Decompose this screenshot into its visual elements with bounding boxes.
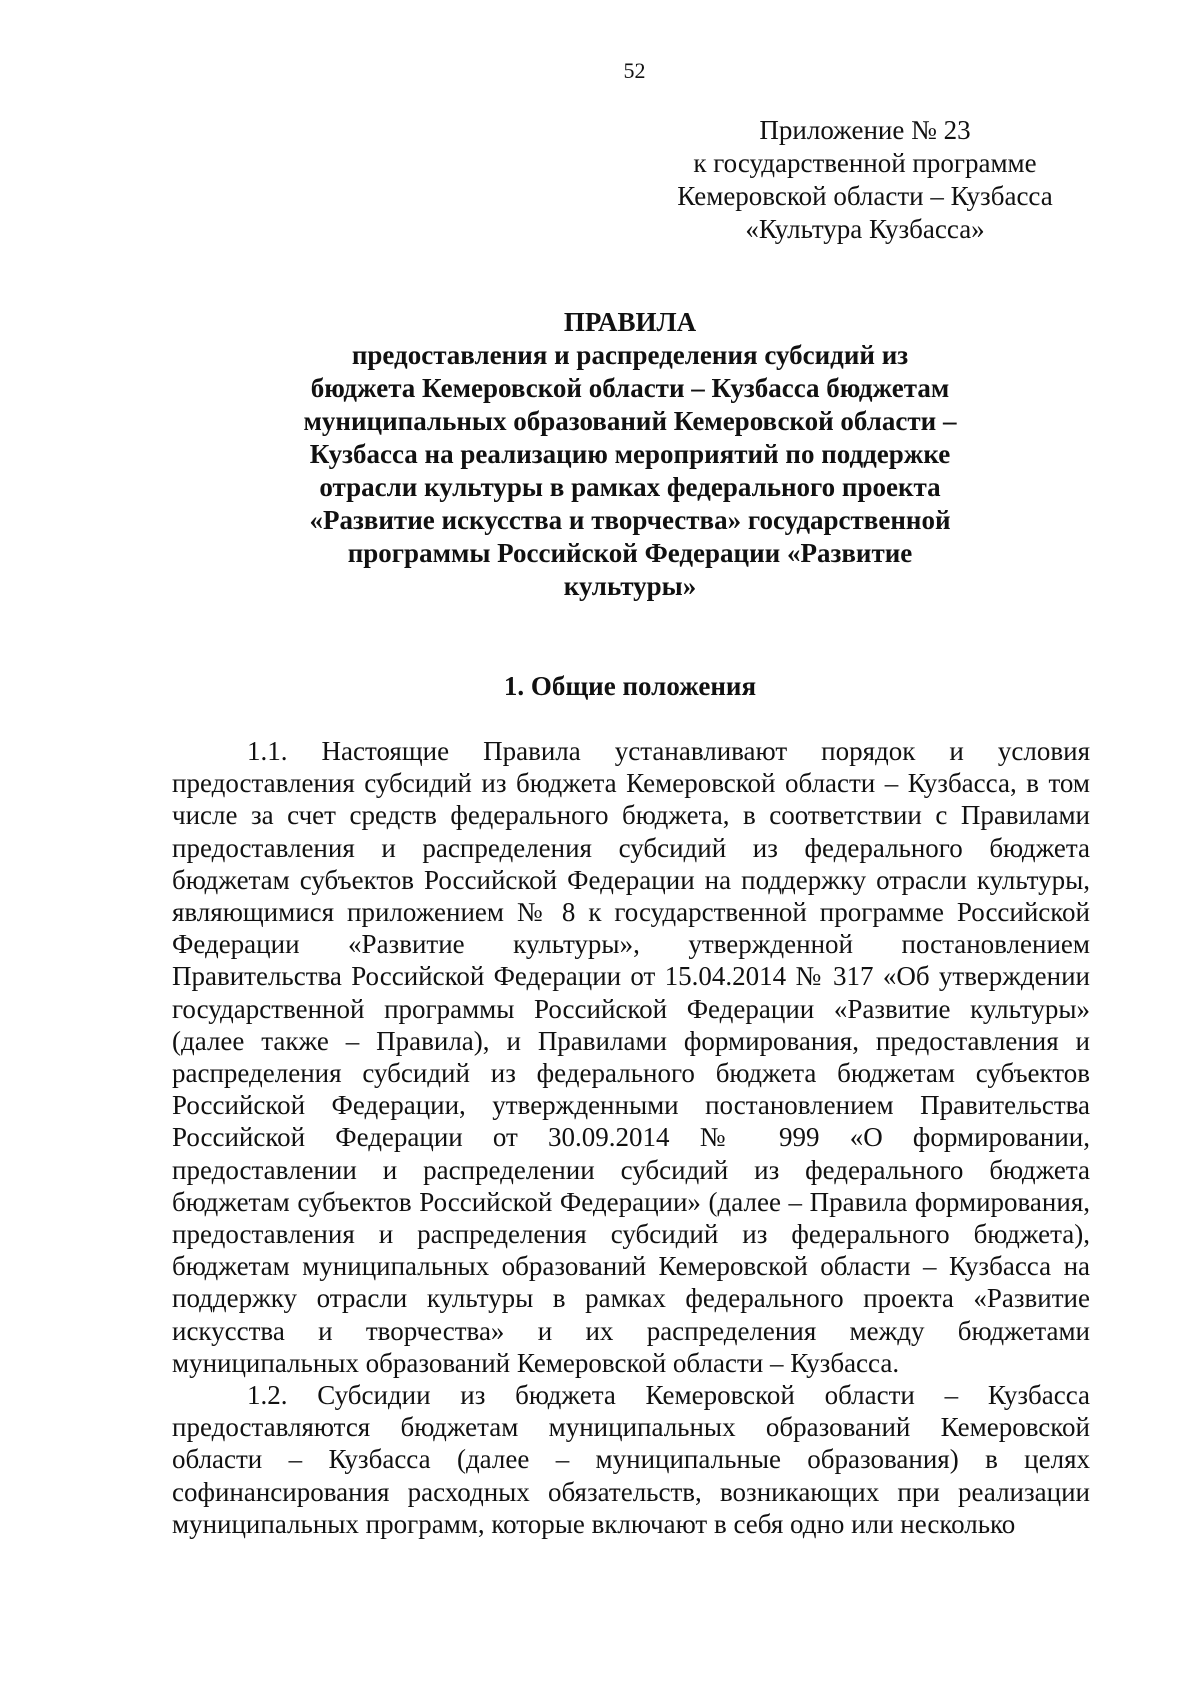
- paragraph: 1.2. Субсидии из бюджета Кемеровской области – Кузбасса предоставляются бюджетам муниципальных образований Кемеровской области – Кузбасса (далее – муниципальные образования) в целях софинансирования расходных обязательств, возникающих при реализации муниципальных программ, которые включают в себя одно или несколько: [172, 1380, 1090, 1539]
- title-line: бюджета Кемеровской области – Кузбасса бюджетам: [310, 373, 950, 403]
- title-line: отрасли культуры в рамках федерального проекта: [319, 472, 941, 502]
- title-line: программы Российской Федерации «Развитие: [347, 538, 913, 568]
- appendix-line: Кемеровской области – Кузбасса: [677, 181, 1053, 211]
- title-line: муниципальных образований Кемеровской области –: [303, 406, 957, 436]
- title-line: предоставления и распределения субсидий из: [351, 340, 909, 370]
- section-heading: 1. Общие положения: [503, 671, 757, 701]
- title-line: «Развитие искусства и творчества» государственной: [309, 505, 951, 535]
- section-body: [172, 735, 1090, 1540]
- title-line: культуры»: [563, 571, 697, 601]
- appendix-line: «Культура Кузбасса»: [745, 214, 985, 244]
- title-line: Кузбасса на реализацию мероприятий по поддержке: [309, 439, 951, 469]
- appendix-line: Приложение № 23: [759, 115, 971, 145]
- appendix-reference: [640, 114, 1090, 246]
- paragraph: 1.1. Настоящие Правила устанавливают порядок и условия предоставления субсидий из бюджета Кемеровской области – Кузбасса, в том числе за счет средств федерального бюджета, в соответствии с Правилами предоставления и распределения субсидий из федерального бюджета бюджетам субъектов Российской Федерации на поддержку отрасли культуры, являющимися приложением № 8 к государственной программе Российской Федерации «Развитие культуры», утвержденной постановлением Правительства Российской Федерации от 15.04.2014 № 317 «Об утверждении государственной программы Российской Федерации «Развитие культуры» (далее также – Правила), и Правилами формирования, предоставления и распределения субсидий из федерального бюджета бюджетам субъектов Российской Федерации, утвержденными постановлением Правительства Российской Федерации от 30.09.2014 № 999 «О формировании, предоставлении и распределении субсидий из федерального бюджета бюджетам субъектов Российской Федерации» (далее – Правила формирования, предоставления и распределения субсидий из федерального бюджета), бюджетам муниципальных образований Кемеровской области – Кузбасса на поддержку отрасли культуры в рамках федерального проекта «Развитие искусства и творчества» и их распределения между бюджетами муниципальных образований Кемеровской области – Кузбасса.: [172, 736, 1090, 1378]
- page-number: 52: [623, 58, 646, 83]
- appendix-line: к государственной программе: [693, 148, 1037, 178]
- title-main: ПРАВИЛА: [563, 307, 697, 337]
- document-title: [200, 306, 1060, 603]
